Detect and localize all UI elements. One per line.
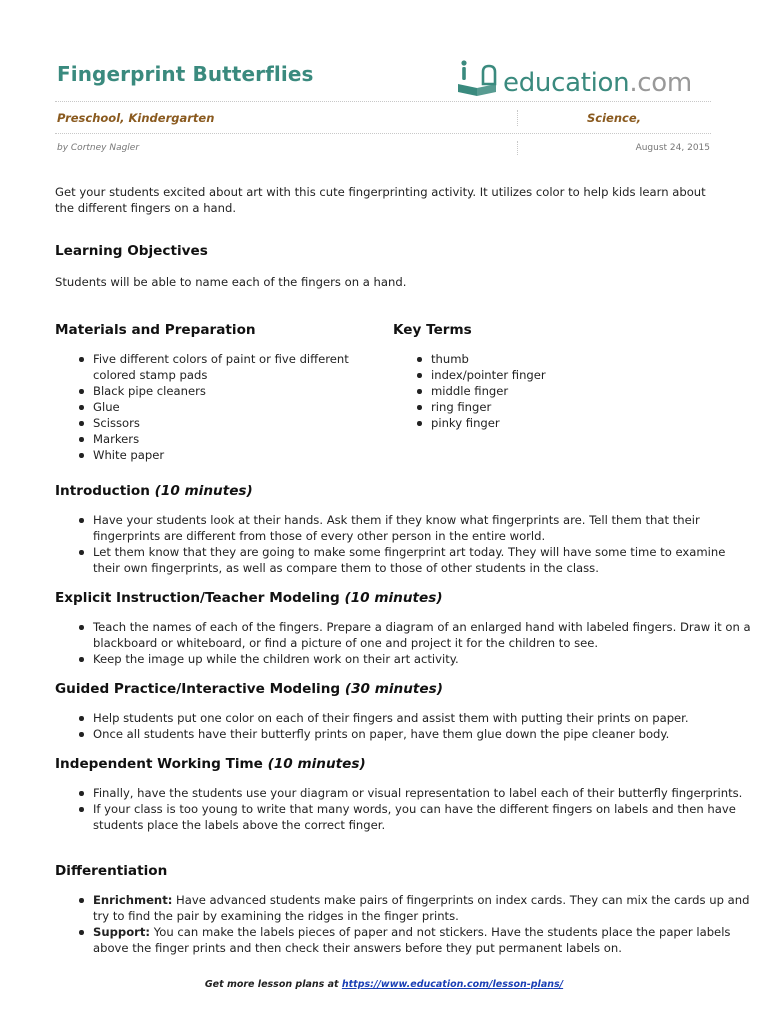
differentiation-heading: Differentiation — [55, 863, 168, 879]
list-item: index/pointer finger — [431, 367, 711, 383]
list-item: middle finger — [431, 383, 711, 399]
materials-heading: Materials and Preparation — [55, 322, 256, 338]
introduction-list — [55, 512, 753, 576]
differentiation-list — [55, 892, 753, 956]
list-item: ring finger — [431, 399, 711, 415]
learning-objectives-text: Students will be able to name each of the fingers on a hand. — [55, 275, 407, 289]
grade-level: Preschool, Kindergarten — [57, 111, 215, 125]
list-item: Teach the names of each of the fingers. Prepare a diagram of an enlarged hand with labeled fingers. Draw it on a blackboard or whiteboard, or find a picture of one and project it for the children to see. — [93, 619, 753, 651]
section-duration: (10 minutes) — [344, 590, 443, 606]
key-terms-heading: Key Terms — [393, 322, 472, 338]
list-item: Finally, have the students use your diagram or visual representation to label each of their butterfly fingerprints. — [93, 785, 753, 801]
subject: Science, — [587, 111, 642, 125]
education-com-logo[interactable] — [455, 58, 692, 98]
list-item: If your class is too young to write that many words, you can have the different fingers on labels and then have students place the labels above the correct finger. — [93, 801, 753, 833]
column-divider — [517, 110, 518, 126]
introduction-heading: Introduction (10 minutes) — [55, 483, 253, 499]
list-item: Have your students look at their hands. Ask them if they know what fingerprints are. Tell them that their fingerprints are different from those of every other person in the entire world. — [93, 512, 753, 544]
list-item: Five different colors of paint or five different colored stamp pads — [93, 351, 388, 383]
list-item: Let them know that they are going to make some fingerprint art today. They will have some time to examine their own fingerprints, as well as compare them to those of other students in the class. — [93, 544, 753, 576]
education-com-logo-icon — [455, 58, 501, 98]
list-item: Support: You can make the labels pieces of paper and not stickers. Have the students place the paper labels above the finger prints and then check their answers before they put permanent labels on. — [93, 924, 753, 956]
intro-paragraph: Get your students excited about art with this cute fingerprinting activity. It utilizes color to help kids learn about the different fingers on a hand. — [55, 185, 706, 215]
publish-date: August 24, 2015 — [635, 143, 710, 153]
list-item: Once all students have their butterfly prints on paper, have them glue down the pipe cleaner body. — [93, 726, 753, 742]
item-label: Enrichment: — [93, 893, 173, 907]
list-item: Glue — [93, 399, 388, 415]
list-item: thumb — [431, 351, 711, 367]
logo-brand: education — [503, 68, 630, 98]
guided-practice-list — [55, 710, 753, 742]
section-duration: (10 minutes) — [267, 756, 366, 772]
guided-practice-heading: Guided Practice/Interactive Modeling (30 minutes) — [55, 681, 443, 697]
list-item: Scissors — [93, 415, 388, 431]
page-title: Fingerprint Butterflies — [57, 62, 314, 86]
independent-working-list — [55, 785, 753, 833]
materials-list — [55, 351, 388, 463]
lesson-plans-link[interactable]: https://www.education.com/lesson-plans/ — [341, 979, 564, 990]
author: by Cortney Nagler — [57, 143, 140, 153]
header-divider — [55, 101, 711, 102]
explicit-instruction-heading: Explicit Instruction/Teacher Modeling (10 minutes) — [55, 590, 443, 606]
section-duration: (10 minutes) — [154, 483, 253, 499]
list-item: White paper — [93, 447, 388, 463]
learning-objectives-heading: Learning Objectives — [55, 243, 208, 259]
list-item: Help students put one color on each of their fingers and assist them with putting their prints on paper. — [93, 710, 753, 726]
list-item: Keep the image up while the children work on their art activity. — [93, 651, 753, 667]
section-duration: (30 minutes) — [344, 681, 443, 697]
logo-tld: com — [637, 68, 692, 98]
explicit-instruction-list — [55, 619, 753, 667]
list-item: Black pipe cleaners — [93, 383, 388, 399]
list-item: Markers — [93, 431, 388, 447]
list-item: pinky finger — [431, 415, 711, 431]
item-label: Support: — [93, 925, 151, 939]
meta-divider — [55, 133, 711, 134]
logo-dot: . — [629, 68, 638, 98]
independent-working-heading: Independent Working Time (10 minutes) — [55, 756, 366, 772]
key-terms-list — [393, 351, 711, 431]
footer: Get more lesson plans at https://www.education.com/lesson-plans/ — [204, 979, 564, 990]
column-divider — [517, 141, 518, 155]
list-item: Enrichment: Have advanced students make pairs of fingerprints on index cards. They can mix the cards up and try to find the pair by examining the ridges in the finger prints. — [93, 892, 753, 924]
